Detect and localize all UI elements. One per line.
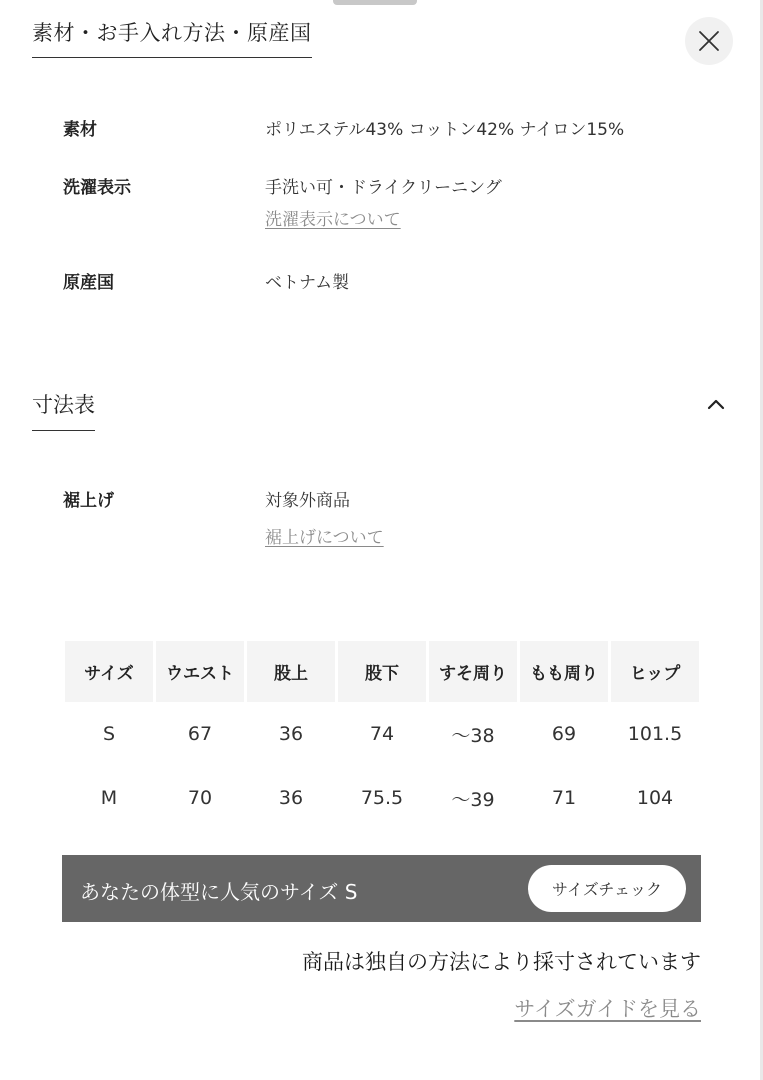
table-cell: 101.5	[627, 723, 683, 745]
table-row	[65, 702, 699, 766]
column-header: ウエスト	[156, 641, 244, 702]
page-title: 素材・お手入れ方法・原産国	[32, 17, 312, 58]
recommended-size-text: あなたの体型に人気のサイズ S	[80, 880, 358, 904]
table-cell: 75.5	[360, 787, 404, 809]
table-cell: 71	[551, 787, 577, 809]
column-header: 股上	[247, 641, 335, 702]
washing-value: 手洗い可・ドライクリーニング	[265, 178, 502, 198]
table-row	[65, 766, 699, 830]
washing-info-link[interactable]: 洗濯表示について	[265, 210, 401, 230]
material-label: 素材	[63, 120, 97, 140]
column-header: 股下	[338, 641, 426, 702]
table-cell: S	[102, 723, 116, 745]
material-value: ポリエステル43% コットン42% ナイロン15%	[265, 120, 625, 140]
column-header: すそ周り	[429, 641, 517, 702]
table-cell: 70	[187, 787, 213, 809]
table-cell: 74	[369, 723, 395, 745]
section-header-size[interactable]	[32, 389, 95, 431]
size-table	[62, 641, 702, 830]
origin-label: 原産国	[63, 273, 114, 293]
table-cell: 104	[636, 787, 674, 809]
hem-value: 対象外商品	[265, 491, 350, 511]
table-cell: M	[100, 787, 118, 809]
table-cell: 36	[278, 723, 304, 745]
table-cell: ～38	[451, 724, 495, 747]
close-icon	[696, 28, 722, 54]
origin-value: ベトナム製	[265, 273, 350, 293]
size-check-button[interactable]: サイズチェック	[528, 865, 686, 912]
table-cell: 67	[187, 723, 213, 745]
measurement-note: 商品は独自の方法により採寸されています	[302, 950, 701, 974]
table-cell: ～39	[451, 788, 495, 811]
sheet-grabber[interactable]	[333, 0, 417, 5]
size-guide-link[interactable]: サイズガイドを見る	[514, 997, 701, 1021]
column-header: もも周り	[520, 641, 608, 702]
washing-label: 洗濯表示	[63, 178, 131, 198]
hem-label: 裾上げ	[63, 491, 114, 511]
close-button[interactable]	[685, 17, 733, 65]
table-cell: 36	[278, 787, 304, 809]
chevron-up-icon[interactable]	[704, 393, 728, 417]
table-cell: 69	[551, 723, 577, 745]
column-header: ヒップ	[611, 641, 699, 702]
column-header: サイズ	[65, 641, 153, 702]
table-header-row	[65, 641, 699, 702]
recommended-size-banner	[62, 855, 701, 922]
hem-info-link[interactable]: 裾上げについて	[265, 528, 384, 548]
size-section-title: 寸法表	[32, 389, 95, 431]
section-header-materials	[32, 17, 312, 58]
